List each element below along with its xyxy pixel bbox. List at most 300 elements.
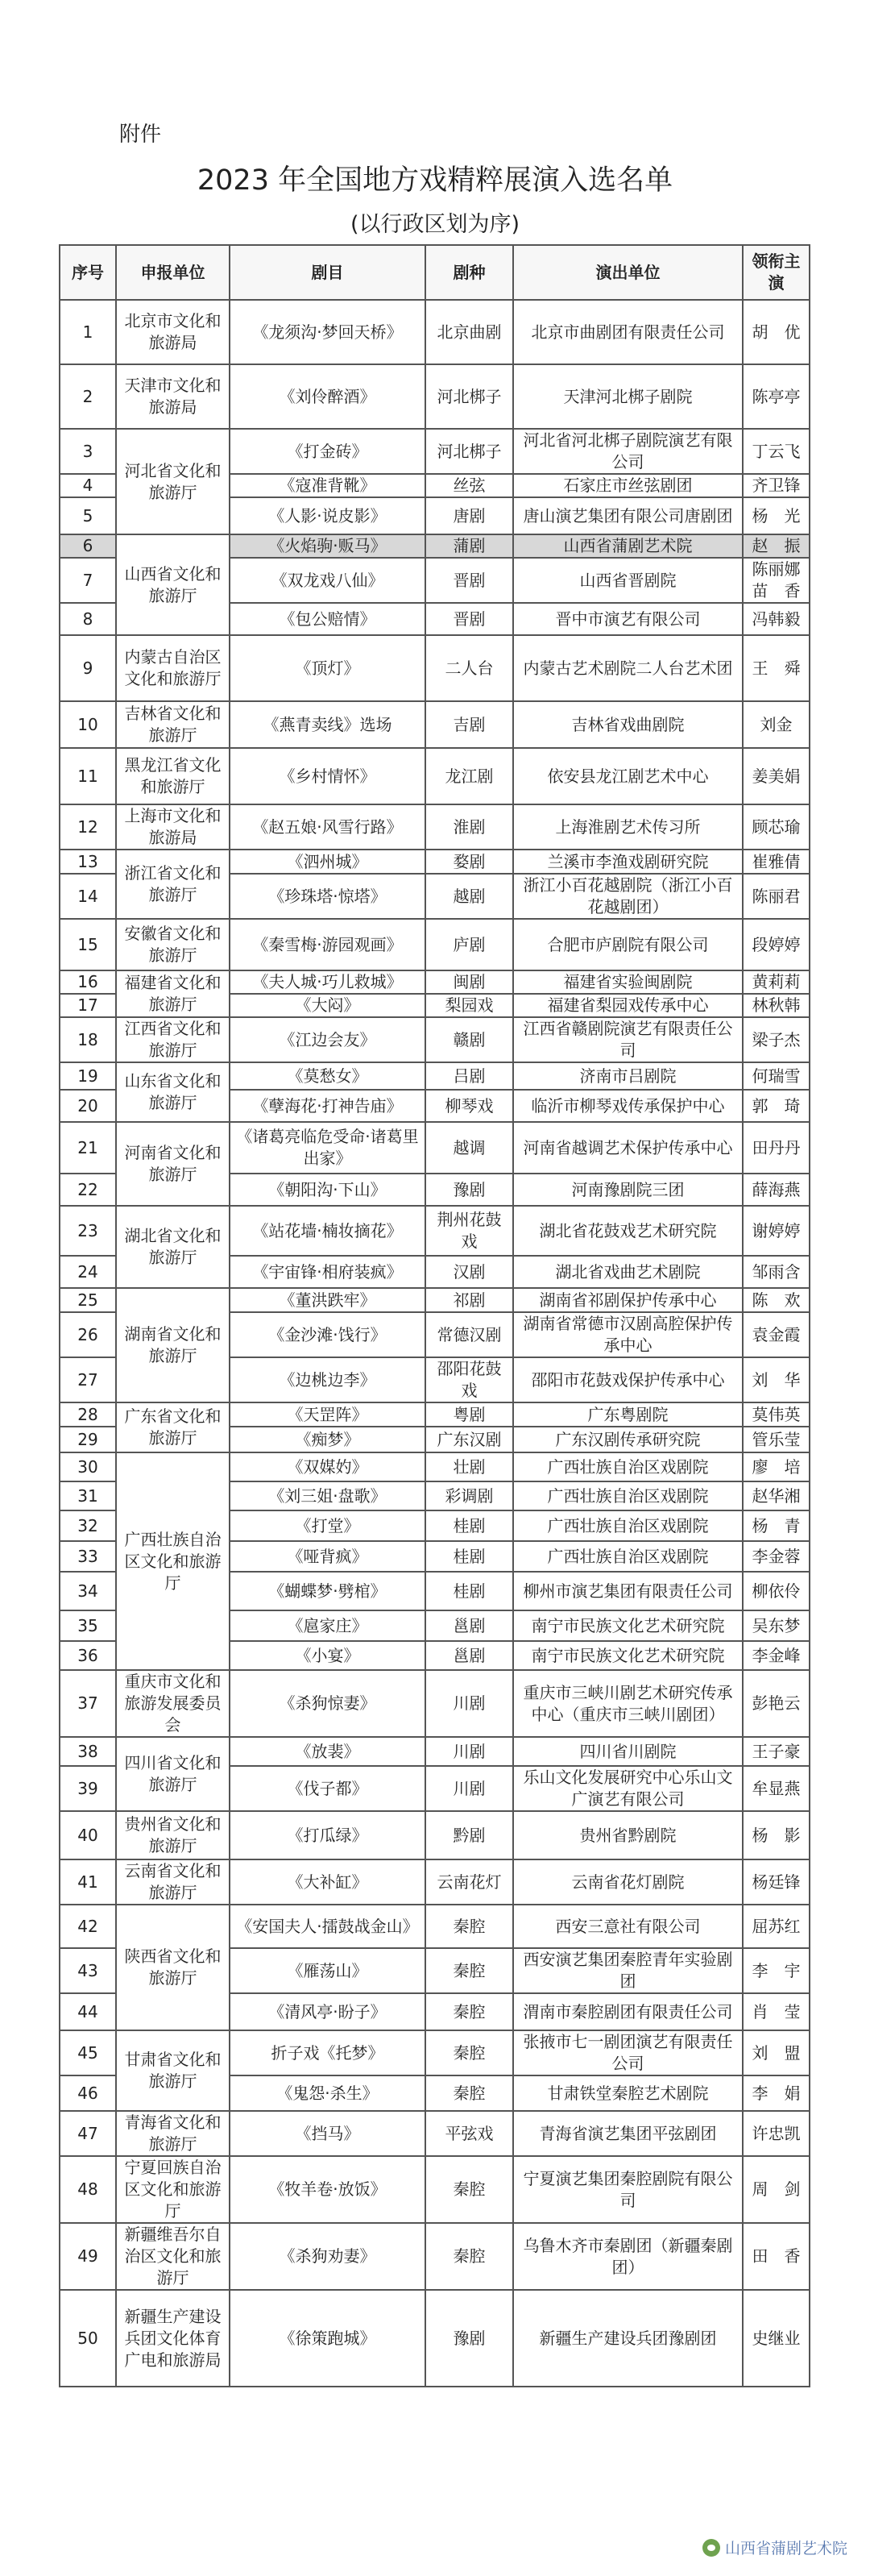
lead-actor-cell: 李金蓉 <box>743 1541 810 1572</box>
applicant-unit-cell: 四川省文化和旅游厅 <box>116 1737 230 1811</box>
opera-genre-cell: 柳琴戏 <box>425 1090 513 1122</box>
watermark-text: 山西省蒲剧艺术院 <box>724 2540 847 2557</box>
opera-genre-cell: 河北梆子 <box>425 429 513 474</box>
lead-actor-cell: 黄莉莉 <box>743 970 810 994</box>
row-number-cell: 7 <box>60 558 116 603</box>
play-title-cell: 《雁荡山》 <box>230 1948 425 1993</box>
row-number-cell: 45 <box>60 2030 116 2075</box>
play-title-cell: 《燕青卖线》选场 <box>230 701 425 748</box>
opera-genre-cell: 黔剧 <box>425 1811 513 1859</box>
play-title-cell: 《大闷》 <box>230 994 425 1017</box>
opera-genre-cell: 平弦戏 <box>425 2111 513 2156</box>
opera-genre-cell: 秦腔 <box>425 2223 513 2290</box>
applicant-unit-cell: 陕西省文化和旅游厅 <box>116 1905 230 2030</box>
row-number-cell: 29 <box>60 1427 116 1452</box>
troupe-cell: 兰溪市李渔戏剧研究院 <box>513 850 743 874</box>
lead-actor-cell: 牟显燕 <box>743 1766 810 1811</box>
table-row <box>60 748 810 804</box>
opera-genre-cell: 荆州花鼓戏 <box>425 1206 513 1256</box>
table-row <box>60 1122 810 1174</box>
lead-actor-cell: 杨 光 <box>743 497 810 534</box>
opera-genre-cell: 桂剧 <box>425 1572 513 1610</box>
lead-actor-cell: 莫伟英 <box>743 1402 810 1427</box>
play-title-cell: 《珍珠塔·惊塔》 <box>230 874 425 919</box>
opera-genre-cell: 二人台 <box>425 635 513 701</box>
applicant-unit-cell: 新疆生产建设兵团文化体育广电和旅游局 <box>116 2290 230 2387</box>
row-number-cell: 48 <box>60 2156 116 2223</box>
troupe-cell: 湖南省常德市汉剧高腔保护传承中心 <box>513 1312 743 1357</box>
opera-genre-cell: 秦腔 <box>425 1993 513 2030</box>
header-lead: 领衔主演 <box>743 245 810 300</box>
troupe-cell: 广东粤剧院 <box>513 1402 743 1427</box>
troupe-cell: 广西壮族自治区戏剧院 <box>513 1541 743 1572</box>
opera-genre-cell: 秦腔 <box>425 2075 513 2111</box>
row-number-cell: 2 <box>60 364 116 429</box>
opera-genre-cell: 吕剧 <box>425 1062 513 1090</box>
troupe-cell: 贵州省黔剧院 <box>513 1811 743 1859</box>
opera-genre-cell: 秦腔 <box>425 1948 513 1993</box>
table-row <box>60 1206 810 1256</box>
troupe-cell: 江西省赣剧院演艺有限责任公司 <box>513 1017 743 1062</box>
play-title-cell: 《伐子都》 <box>230 1766 425 1811</box>
applicant-unit-cell: 天津市文化和旅游局 <box>116 364 230 429</box>
opera-genre-cell: 闽剧 <box>425 970 513 994</box>
opera-genre-cell: 豫剧 <box>425 1174 513 1206</box>
table-row <box>60 534 810 558</box>
table-row <box>60 1402 810 1427</box>
lead-actor-cell: 邹雨含 <box>743 1256 810 1288</box>
play-title-cell: 《乡村情怀》 <box>230 748 425 804</box>
table-row <box>60 1811 810 1859</box>
row-number-cell: 40 <box>60 1811 116 1859</box>
troupe-cell: 依安县龙江剧艺术中心 <box>513 748 743 804</box>
troupe-cell: 上海淮剧艺术传习所 <box>513 804 743 850</box>
play-title-cell: 《孽海花·打神告庙》 <box>230 1090 425 1122</box>
applicant-unit-cell: 安徽省文化和旅游厅 <box>116 919 230 970</box>
lead-actor-cell: 袁金霞 <box>743 1312 810 1357</box>
opera-genre-cell: 桂剧 <box>425 1541 513 1572</box>
opera-genre-cell: 汉剧 <box>425 1256 513 1288</box>
opera-genre-cell: 祁剧 <box>425 1288 513 1312</box>
row-number-cell: 12 <box>60 804 116 850</box>
applicant-unit-cell: 广东省文化和旅游厅 <box>116 1402 230 1452</box>
opera-genre-cell: 晋剧 <box>425 558 513 603</box>
table-row <box>60 2290 810 2387</box>
table-header-row <box>60 245 810 300</box>
row-number-cell: 26 <box>60 1312 116 1357</box>
row-number-cell: 21 <box>60 1122 116 1174</box>
troupe-cell: 西安三意社有限公司 <box>513 1905 743 1948</box>
applicant-unit-cell: 青海省文化和旅游厅 <box>116 2111 230 2156</box>
applicant-unit-cell: 江西省文化和旅游厅 <box>116 1017 230 1062</box>
attachment-label: 附件 <box>119 123 162 147</box>
troupe-cell: 湖北省戏曲艺术剧院 <box>513 1256 743 1288</box>
lead-actor-cell: 胡 优 <box>743 300 810 364</box>
row-number-cell: 41 <box>60 1859 116 1905</box>
play-title-cell: 《寇准背靴》 <box>230 474 425 497</box>
document-subtitle: (以行政区划为序) <box>350 212 520 237</box>
lead-actor-cell: 陈丽君 <box>743 874 810 919</box>
play-title-cell: 《放裴》 <box>230 1737 425 1766</box>
table-row <box>60 635 810 701</box>
play-title-cell: 《哑背疯》 <box>230 1541 425 1572</box>
table-row <box>60 970 810 994</box>
row-number-cell: 17 <box>60 994 116 1017</box>
applicant-unit-cell: 福建省文化和旅游厅 <box>116 970 230 1017</box>
play-title-cell: 《人影·说皮影》 <box>230 497 425 534</box>
table-row <box>60 850 810 874</box>
play-title-cell: 《金沙滩·饯行》 <box>230 1312 425 1357</box>
play-title-cell: 《痴梦》 <box>230 1427 425 1452</box>
lead-actor-cell: 王子豪 <box>743 1737 810 1766</box>
row-number-cell: 38 <box>60 1737 116 1766</box>
play-title-cell: 《火焰驹·贩马》 <box>230 534 425 558</box>
row-number-cell: 46 <box>60 2075 116 2111</box>
play-title-cell: 《包公赔情》 <box>230 603 425 635</box>
row-number-cell: 25 <box>60 1288 116 1312</box>
lead-actor-cell: 陈丽娜 苗 香 <box>743 558 810 603</box>
troupe-cell: 甘肃铁堂秦腔艺术剧院 <box>513 2075 743 2111</box>
applicant-unit-cell: 重庆市文化和旅游发展委员会 <box>116 1670 230 1737</box>
row-number-cell: 23 <box>60 1206 116 1256</box>
troupe-cell: 广西壮族自治区戏剧院 <box>513 1452 743 1481</box>
opera-genre-cell: 唐剧 <box>425 497 513 534</box>
troupe-cell: 西安演艺集团秦腔青年实验剧团 <box>513 1948 743 1993</box>
row-number-cell: 18 <box>60 1017 116 1062</box>
applicant-unit-cell: 河北省文化和旅游厅 <box>116 429 230 534</box>
play-title-cell: 《安国夫人·擂鼓战金山》 <box>230 1905 425 1948</box>
table-row <box>60 701 810 748</box>
row-number-cell: 24 <box>60 1256 116 1288</box>
lead-actor-cell: 薛海燕 <box>743 1174 810 1206</box>
applicant-unit-cell: 山东省文化和旅游厅 <box>116 1062 230 1122</box>
play-title-cell: 《打瓜绿》 <box>230 1811 425 1859</box>
play-title-cell: 《徐策跑城》 <box>230 2290 425 2387</box>
row-number-cell: 47 <box>60 2111 116 2156</box>
row-number-cell: 1 <box>60 300 116 364</box>
troupe-cell: 广西壮族自治区戏剧院 <box>513 1510 743 1541</box>
row-number-cell: 13 <box>60 850 116 874</box>
play-title-cell: 《小宴》 <box>230 1641 425 1670</box>
row-number-cell: 6 <box>60 534 116 558</box>
row-number-cell: 9 <box>60 635 116 701</box>
troupe-cell: 渭南市秦腔剧团有限责任公司 <box>513 1993 743 2030</box>
play-title-cell: 《赵五娘·风雪行路》 <box>230 804 425 850</box>
row-number-cell: 36 <box>60 1641 116 1670</box>
troupe-cell: 浙江小百花越剧院（浙江小百花越剧团） <box>513 874 743 919</box>
selection-table <box>59 244 810 2387</box>
lead-actor-cell: 肖 莹 <box>743 1993 810 2030</box>
header-genre: 剧种 <box>425 245 513 300</box>
lead-actor-cell: 屈苏红 <box>743 1905 810 1948</box>
troupe-cell: 临沂市柳琴戏传承保护中心 <box>513 1090 743 1122</box>
lead-actor-cell: 陈亭亭 <box>743 364 810 429</box>
play-title-cell: 《打堂》 <box>230 1510 425 1541</box>
row-number-cell: 34 <box>60 1572 116 1610</box>
troupe-cell: 山西省蒲剧艺术院 <box>513 534 743 558</box>
troupe-cell: 天津河北梆子剧院 <box>513 364 743 429</box>
lead-actor-cell: 段婷婷 <box>743 919 810 970</box>
troupe-cell: 唐山演艺集团有限公司唐剧团 <box>513 497 743 534</box>
watermark <box>702 2537 847 2558</box>
play-title-cell: 《秦雪梅·游园观画》 <box>230 919 425 970</box>
table-row <box>60 1017 810 1062</box>
play-title-cell: 《莫愁女》 <box>230 1062 425 1090</box>
troupe-cell: 新疆生产建设兵团豫剧团 <box>513 2290 743 2387</box>
troupe-cell: 福建省梨园戏传承中心 <box>513 994 743 1017</box>
table-row <box>60 364 810 429</box>
play-title-cell: 《牧羊卷·放饭》 <box>230 2156 425 2223</box>
row-number-cell: 10 <box>60 701 116 748</box>
lead-actor-cell: 李 宇 <box>743 1948 810 1993</box>
play-title-cell: 《董洪跌牢》 <box>230 1288 425 1312</box>
applicant-unit-cell: 北京市文化和旅游局 <box>116 300 230 364</box>
table-row <box>60 1062 810 1090</box>
play-title-cell: 《打金砖》 <box>230 429 425 474</box>
row-number-cell: 44 <box>60 1993 116 2030</box>
lead-actor-cell: 丁云飞 <box>743 429 810 474</box>
play-title-cell: 《江边会友》 <box>230 1017 425 1062</box>
play-title-cell: 《龙须沟·梦回天桥》 <box>230 300 425 364</box>
lead-actor-cell: 史继业 <box>743 2290 810 2387</box>
troupe-cell: 重庆市三峡川剧艺术研究传承中心（重庆市三峡川剧团） <box>513 1670 743 1737</box>
troupe-cell: 北京市曲剧团有限责任公司 <box>513 300 743 364</box>
lead-actor-cell: 彭艳云 <box>743 1670 810 1737</box>
lead-actor-cell: 梁子杰 <box>743 1017 810 1062</box>
row-number-cell: 42 <box>60 1905 116 1948</box>
opera-genre-cell: 桂剧 <box>425 1510 513 1541</box>
troupe-cell: 乐山文化发展研究中心乐山文广演艺有限公司 <box>513 1766 743 1811</box>
row-number-cell: 28 <box>60 1402 116 1427</box>
play-title-cell: 《天罡阵》 <box>230 1402 425 1427</box>
row-number-cell: 22 <box>60 1174 116 1206</box>
table-row <box>60 1737 810 1766</box>
opera-genre-cell: 彩调剧 <box>425 1481 513 1510</box>
row-number-cell: 37 <box>60 1670 116 1737</box>
troupe-cell: 广东汉剧传承研究院 <box>513 1427 743 1452</box>
row-number-cell: 14 <box>60 874 116 919</box>
applicant-unit-cell: 甘肃省文化和旅游厅 <box>116 2030 230 2111</box>
troupe-cell: 南宁市民族文化艺术研究院 <box>513 1610 743 1641</box>
lead-actor-cell: 郭 琦 <box>743 1090 810 1122</box>
play-title-cell: 《泗州城》 <box>230 850 425 874</box>
header-no: 序号 <box>60 245 116 300</box>
troupe-cell: 邵阳市花鼓戏保护传承中心 <box>513 1357 743 1402</box>
play-title-cell: 《双媒妁》 <box>230 1452 425 1481</box>
troupe-cell: 河南豫剧院三团 <box>513 1174 743 1206</box>
header-troupe: 演出单位 <box>513 245 743 300</box>
opera-genre-cell: 秦腔 <box>425 2156 513 2223</box>
applicant-unit-cell: 宁夏回族自治区文化和旅游厅 <box>116 2156 230 2223</box>
opera-genre-cell: 蒲剧 <box>425 534 513 558</box>
troupe-cell: 合肥市庐剧院有限公司 <box>513 919 743 970</box>
row-number-cell: 39 <box>60 1766 116 1811</box>
lead-actor-cell: 田 香 <box>743 2223 810 2290</box>
play-title-cell: 《刘三姐·盘歌》 <box>230 1481 425 1510</box>
row-number-cell: 31 <box>60 1481 116 1510</box>
lead-actor-cell: 周 剑 <box>743 2156 810 2223</box>
opera-genre-cell: 淮剧 <box>425 804 513 850</box>
applicant-unit-cell: 河南省文化和旅游厅 <box>116 1122 230 1206</box>
play-title-cell: 《诸葛亮临危受命·诸葛里出家》 <box>230 1122 425 1174</box>
opera-genre-cell: 婺剧 <box>425 850 513 874</box>
lead-actor-cell: 齐卫锋 <box>743 474 810 497</box>
row-number-cell: 16 <box>60 970 116 994</box>
troupe-cell: 南宁市民族文化艺术研究院 <box>513 1641 743 1670</box>
lead-actor-cell: 许忠凯 <box>743 2111 810 2156</box>
table-row <box>60 1905 810 1948</box>
row-number-cell: 15 <box>60 919 116 970</box>
opera-genre-cell: 壮剧 <box>425 1452 513 1481</box>
applicant-unit-cell: 浙江省文化和旅游厅 <box>116 850 230 919</box>
row-number-cell: 32 <box>60 1510 116 1541</box>
opera-genre-cell: 梨园戏 <box>425 994 513 1017</box>
wechat-icon <box>702 2539 720 2557</box>
troupe-cell: 吉林省戏曲剧院 <box>513 701 743 748</box>
play-title-cell: 《边桃边李》 <box>230 1357 425 1402</box>
opera-genre-cell: 赣剧 <box>425 1017 513 1062</box>
lead-actor-cell: 姜美娟 <box>743 748 810 804</box>
row-number-cell: 30 <box>60 1452 116 1481</box>
lead-actor-cell: 王 舜 <box>743 635 810 701</box>
row-number-cell: 50 <box>60 2290 116 2387</box>
troupe-cell: 山西省晋剧院 <box>513 558 743 603</box>
opera-genre-cell: 丝弦 <box>425 474 513 497</box>
lead-actor-cell: 崔雅倩 <box>743 850 810 874</box>
opera-genre-cell: 吉剧 <box>425 701 513 748</box>
applicant-unit-cell: 贵州省文化和旅游厅 <box>116 1811 230 1859</box>
play-title-cell: 《挡马》 <box>230 2111 425 2156</box>
row-number-cell: 5 <box>60 497 116 534</box>
opera-genre-cell: 晋剧 <box>425 603 513 635</box>
play-title-cell: 《朝阳沟·下山》 <box>230 1174 425 1206</box>
table-row <box>60 2111 810 2156</box>
table-row <box>60 300 810 364</box>
lead-actor-cell: 廖 培 <box>743 1452 810 1481</box>
applicant-unit-cell: 云南省文化和旅游厅 <box>116 1859 230 1905</box>
opera-genre-cell: 越调 <box>425 1122 513 1174</box>
applicant-unit-cell: 内蒙古自治区文化和旅游厅 <box>116 635 230 701</box>
troupe-cell: 青海省演艺集团平弦剧团 <box>513 2111 743 2156</box>
play-title-cell: 折子戏《托梦》 <box>230 2030 425 2075</box>
troupe-cell: 石家庄市丝弦剧团 <box>513 474 743 497</box>
troupe-cell: 乌鲁木齐市秦剧团（新疆秦剧团） <box>513 2223 743 2290</box>
opera-genre-cell: 豫剧 <box>425 2290 513 2387</box>
lead-actor-cell: 李金峰 <box>743 1641 810 1670</box>
applicant-unit-cell: 广西壮族自治区文化和旅游厅 <box>116 1452 230 1670</box>
opera-genre-cell: 河北梆子 <box>425 364 513 429</box>
applicant-unit-cell: 黑龙江省文化和旅游厅 <box>116 748 230 804</box>
row-number-cell: 33 <box>60 1541 116 1572</box>
row-number-cell: 19 <box>60 1062 116 1090</box>
lead-actor-cell: 杨 影 <box>743 1811 810 1859</box>
lead-actor-cell: 管乐莹 <box>743 1427 810 1452</box>
play-title-cell: 《站花墙·楠妆摘花》 <box>230 1206 425 1256</box>
table-row <box>60 804 810 850</box>
document-title: 2023 年全国地方戏精粹展演入选名单 <box>197 164 673 197</box>
applicant-unit-cell: 湖北省文化和旅游厅 <box>116 1206 230 1288</box>
opera-genre-cell: 川剧 <box>425 1766 513 1811</box>
row-number-cell: 4 <box>60 474 116 497</box>
lead-actor-cell: 赵 振 <box>743 534 810 558</box>
opera-genre-cell: 云南花灯 <box>425 1859 513 1905</box>
troupe-cell: 济南市吕剧院 <box>513 1062 743 1090</box>
header-play: 剧目 <box>230 245 425 300</box>
applicant-unit-cell: 新疆维吾尔自治区文化和旅游厅 <box>116 2223 230 2290</box>
opera-genre-cell: 庐剧 <box>425 919 513 970</box>
row-number-cell: 11 <box>60 748 116 804</box>
lead-actor-cell: 刘金 <box>743 701 810 748</box>
row-number-cell: 20 <box>60 1090 116 1122</box>
troupe-cell: 湖南省祁剧保护传承中心 <box>513 1288 743 1312</box>
play-title-cell: 《刘伶醉酒》 <box>230 364 425 429</box>
opera-genre-cell: 北京曲剧 <box>425 300 513 364</box>
play-title-cell: 《蝴蝶梦·劈棺》 <box>230 1572 425 1610</box>
opera-genre-cell: 粤剧 <box>425 1402 513 1427</box>
opera-genre-cell: 常德汉剧 <box>425 1312 513 1357</box>
lead-actor-cell: 李 娟 <box>743 2075 810 2111</box>
lead-actor-cell: 刘 华 <box>743 1357 810 1402</box>
lead-actor-cell: 林秋韩 <box>743 994 810 1017</box>
play-title-cell: 《宇宙锋·相府装疯》 <box>230 1256 425 1288</box>
troupe-cell: 四川省川剧院 <box>513 1737 743 1766</box>
table-row <box>60 2156 810 2223</box>
lead-actor-cell: 吴东梦 <box>743 1610 810 1641</box>
row-number-cell: 3 <box>60 429 116 474</box>
troupe-cell: 云南省花灯剧院 <box>513 1859 743 1905</box>
header-unit: 申报单位 <box>116 245 230 300</box>
opera-genre-cell: 邵阳花鼓戏 <box>425 1357 513 1402</box>
row-number-cell: 8 <box>60 603 116 635</box>
lead-actor-cell: 赵华湘 <box>743 1481 810 1510</box>
lead-actor-cell: 陈 欢 <box>743 1288 810 1312</box>
opera-genre-cell: 秦腔 <box>425 2030 513 2075</box>
table-row <box>60 1288 810 1312</box>
lead-actor-cell: 刘 盟 <box>743 2030 810 2075</box>
play-title-cell: 《夫人城·巧儿救城》 <box>230 970 425 994</box>
lead-actor-cell: 杨廷锋 <box>743 1859 810 1905</box>
table-row <box>60 429 810 474</box>
row-number-cell: 35 <box>60 1610 116 1641</box>
lead-actor-cell: 田丹丹 <box>743 1122 810 1174</box>
opera-genre-cell: 邕剧 <box>425 1641 513 1670</box>
lead-actor-cell: 何瑞雪 <box>743 1062 810 1090</box>
troupe-cell: 内蒙古艺术剧院二人台艺术团 <box>513 635 743 701</box>
row-number-cell: 27 <box>60 1357 116 1402</box>
applicant-unit-cell: 山西省文化和旅游厅 <box>116 534 230 635</box>
play-title-cell: 《扈家庄》 <box>230 1610 425 1641</box>
opera-genre-cell: 广东汉剧 <box>425 1427 513 1452</box>
row-number-cell: 49 <box>60 2223 116 2290</box>
troupe-cell: 晋中市演艺有限公司 <box>513 603 743 635</box>
opera-genre-cell: 川剧 <box>425 1737 513 1766</box>
table-row <box>60 919 810 970</box>
applicant-unit-cell: 吉林省文化和旅游厅 <box>116 701 230 748</box>
opera-genre-cell: 龙江剧 <box>425 748 513 804</box>
opera-genre-cell: 秦腔 <box>425 1905 513 1948</box>
play-title-cell: 《双龙戏八仙》 <box>230 558 425 603</box>
play-title-cell: 《清风亭·盼子》 <box>230 1993 425 2030</box>
troupe-cell: 福建省实验闽剧院 <box>513 970 743 994</box>
opera-genre-cell: 邕剧 <box>425 1610 513 1641</box>
play-title-cell: 《杀狗劝妻》 <box>230 2223 425 2290</box>
lead-actor-cell: 冯韩毅 <box>743 603 810 635</box>
troupe-cell: 广西壮族自治区戏剧院 <box>513 1481 743 1510</box>
table-row <box>60 1859 810 1905</box>
table-row <box>60 1670 810 1737</box>
troupe-cell: 河北省河北梆子剧院演艺有限公司 <box>513 429 743 474</box>
opera-genre-cell: 越剧 <box>425 874 513 919</box>
